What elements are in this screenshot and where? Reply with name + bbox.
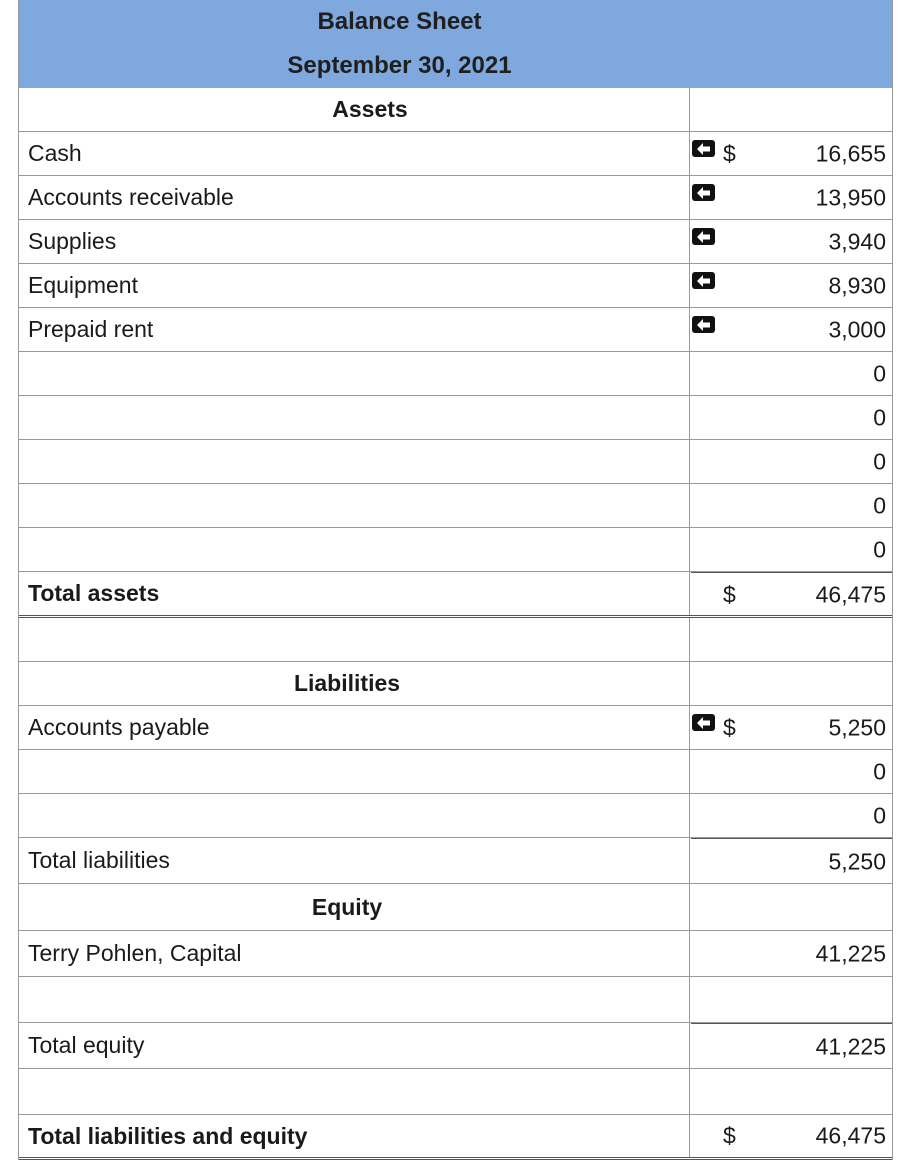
row-value[interactable]: 0 xyxy=(873,404,886,430)
row-value[interactable]: 16,655 xyxy=(815,140,886,166)
total-equity-row xyxy=(19,1023,892,1069)
total-liabilities-equity-row xyxy=(19,1115,892,1160)
row-label[interactable]: Prepaid rent xyxy=(19,308,690,351)
equity-header-row xyxy=(19,884,892,931)
row-label[interactable] xyxy=(19,352,690,395)
row-label[interactable] xyxy=(19,750,690,793)
row-value[interactable]: 0 xyxy=(873,492,886,518)
currency-symbol: $ xyxy=(723,581,736,607)
row-label[interactable] xyxy=(19,794,690,837)
total-liabilities-label: Total liabilities xyxy=(19,838,690,883)
undo-arrow-icon[interactable] xyxy=(692,184,715,201)
row-label[interactable]: Cash xyxy=(19,132,690,175)
table-row xyxy=(19,528,892,572)
total-liabilities-value: 5,250 xyxy=(828,848,886,874)
table-row xyxy=(19,440,892,484)
assets-heading: Assets xyxy=(19,88,690,131)
table-row xyxy=(19,750,892,794)
row-value[interactable]: 0 xyxy=(873,360,886,386)
row-label[interactable] xyxy=(19,528,690,571)
row-value[interactable]: 0 xyxy=(873,536,886,562)
currency-symbol: $ xyxy=(723,140,736,166)
table-row xyxy=(19,308,892,352)
table-row xyxy=(19,352,892,396)
row-value[interactable]: 13,950 xyxy=(815,184,886,210)
table-row xyxy=(19,220,892,264)
row-label[interactable]: Accounts receivable xyxy=(19,176,690,219)
row-label[interactable] xyxy=(19,396,690,439)
equity-heading: Equity xyxy=(19,884,690,930)
table-row xyxy=(19,706,892,750)
row-value[interactable]: 0 xyxy=(873,448,886,474)
table-row xyxy=(19,977,892,1023)
sheet-title: Balance Sheet xyxy=(317,8,482,35)
row-value[interactable]: 0 xyxy=(873,802,886,828)
table-row xyxy=(19,264,892,308)
undo-arrow-icon[interactable] xyxy=(692,714,715,731)
row-label[interactable]: Accounts payable xyxy=(19,706,690,749)
row-label[interactable]: Terry Pohlen, Capital xyxy=(19,931,690,976)
row-value[interactable]: 8,930 xyxy=(828,272,886,298)
table-row xyxy=(19,618,892,662)
table-row xyxy=(19,132,892,176)
table-row xyxy=(19,794,892,838)
table-row xyxy=(19,1069,892,1115)
total-assets-value: 46,475 xyxy=(815,581,886,607)
row-label[interactable]: Equipment xyxy=(19,264,690,307)
row-value[interactable]: 5,250 xyxy=(828,714,886,740)
row-value[interactable]: 0 xyxy=(873,758,886,784)
row-label[interactable] xyxy=(19,440,690,483)
liabilities-heading: Liabilities xyxy=(19,662,690,705)
table-row xyxy=(19,484,892,528)
sheet-date-bar xyxy=(19,44,892,88)
currency-symbol: $ xyxy=(723,1122,736,1149)
undo-arrow-icon[interactable] xyxy=(692,228,715,245)
undo-arrow-icon[interactable] xyxy=(692,272,715,289)
total-equity-label: Total equity xyxy=(19,1023,690,1068)
sheet-date: September 30, 2021 xyxy=(287,52,512,79)
total-liabilities-row xyxy=(19,838,892,884)
liabilities-header-row xyxy=(19,662,892,706)
row-label[interactable]: Supplies xyxy=(19,220,690,263)
total-liabilities-equity-value: 46,475 xyxy=(815,1122,886,1149)
balance-sheet xyxy=(18,0,893,1160)
total-assets-label: Total assets xyxy=(19,572,690,615)
row-label[interactable] xyxy=(19,484,690,527)
assets-header-row xyxy=(19,88,892,132)
currency-symbol: $ xyxy=(723,714,736,740)
row-value[interactable]: 3,000 xyxy=(828,316,886,342)
undo-arrow-icon[interactable] xyxy=(692,316,715,333)
table-row xyxy=(19,396,892,440)
row-value[interactable]: 3,940 xyxy=(828,228,886,254)
total-liabilities-equity-label: Total liabilities and equity xyxy=(19,1115,690,1157)
total-assets-row xyxy=(19,572,892,618)
row-value[interactable]: 41,225 xyxy=(815,940,886,966)
table-row xyxy=(19,931,892,977)
sheet-title-bar xyxy=(19,0,892,44)
undo-arrow-icon[interactable] xyxy=(692,140,715,157)
total-equity-value: 41,225 xyxy=(815,1033,886,1059)
table-row xyxy=(19,176,892,220)
